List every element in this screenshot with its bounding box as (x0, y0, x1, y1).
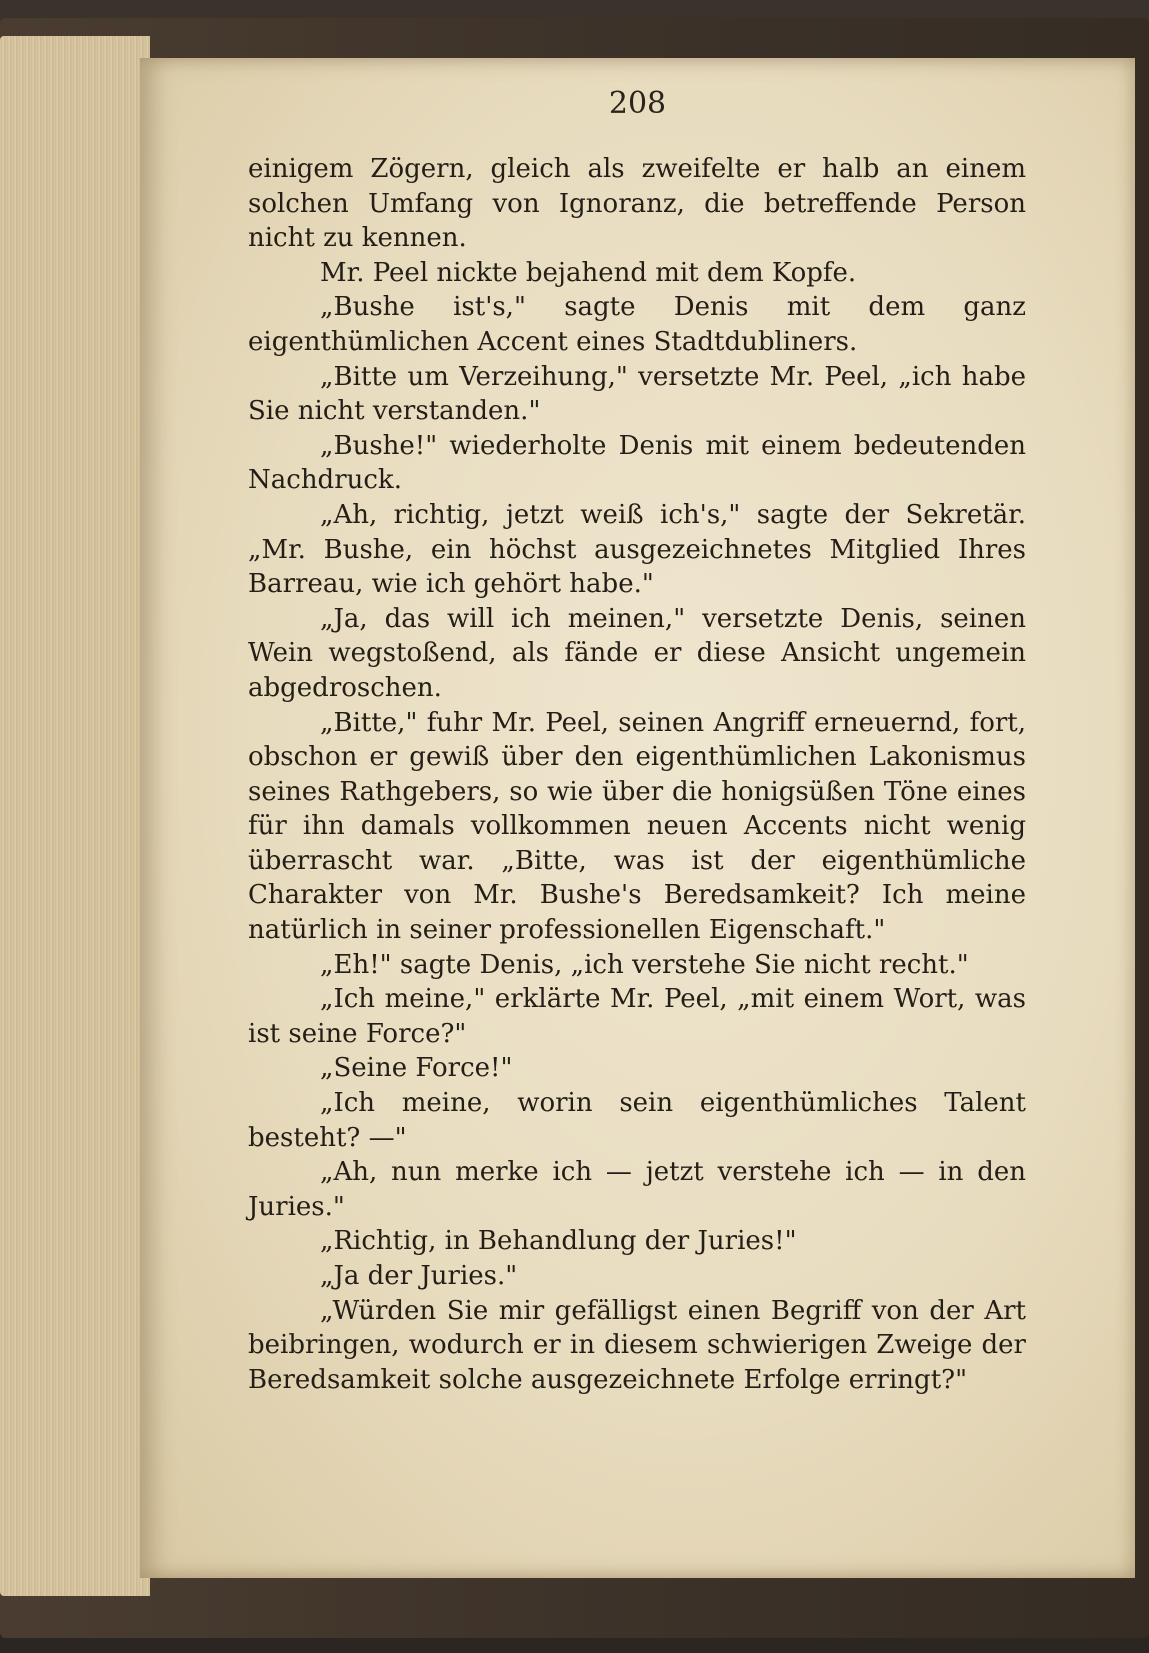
page-number: 208 (608, 86, 667, 121)
paragraph: „Ja der Juries." (320, 1261, 518, 1291)
paragraph: einigem Zögern, gleich als zweifelte er halb an einem solchen Umfang von Ignoranz, die betreffende Person nicht zu kennen. (248, 154, 1026, 254)
page-text (248, 152, 1026, 1397)
paragraph: „Bitte," fuhr Mr. Peel, seinen Angriff erneuernd, fort, obschon er gewiß über den eigenthümlichen Lakonismus seines Rathgebers, so wie über die honigsüßen Töne eines für ihn damals vollkommen neuen Accents nicht wenig überrascht war. „Bitte, was ist der eigenthümliche Charakter von Mr. Bushe's Beredsamkeit? Ich meine natürlich in seiner professionellen Eigenschaft." (248, 707, 1026, 946)
paragraph: „Eh!" sagte Denis, „ich verstehe Sie nicht recht." (320, 949, 969, 980)
book-page (140, 58, 1135, 1578)
paragraph: „Bitte um Verzeihung," versetzte Mr. Peel, „ich habe Sie nicht verstanden." (248, 361, 1026, 427)
page-edges (0, 36, 150, 1596)
paragraph: „Bushe ist's," sagte Denis mit dem ganz eigenthümlichen Accent eines Stadtdubliners. (248, 292, 1026, 357)
paragraph: „Ja, das will ich meinen," versetzte Denis, seinen Wein wegstoßend, als fände er diese Ansicht ungemein abgedroschen. (248, 603, 1026, 703)
paragraph: „Ich meine," erklärte Mr. Peel, „mit einem Wort, was ist seine Force?" (248, 984, 1026, 1049)
paragraph: „Würden Sie mir gefälligst einen Begriff von der Art beibringen, wodurch er in diesem schwierigen Zweige der Beredsamkeit solche ausgezeichnete Erfolge erringt?" (248, 1295, 1026, 1395)
paragraph: „Ah, nun merke ich — jetzt verstehe ich — in den Juries." (248, 1157, 1026, 1222)
paragraph: „Ah, richtig, jetzt weiß ich's," sagte der Sekretär. „Mr. Bushe, ein höchst ausgezeichnetes Mitglied Ihres Barreau, wie ich gehört habe." (248, 499, 1026, 600)
paragraph: Mr. Peel nickte bejahend mit dem Kopfe. (320, 257, 857, 288)
paragraph: „Richtig, in Behandlung der Juries!" (320, 1226, 797, 1257)
paragraph: „Ich meine, worin sein eigenthümliches Talent besteht? —" (248, 1088, 1026, 1153)
paragraph: „Seine Force!" (320, 1053, 513, 1084)
paragraph: „Bushe!" wiederholte Denis mit einem bedeutenden Nachdruck. (248, 430, 1026, 496)
